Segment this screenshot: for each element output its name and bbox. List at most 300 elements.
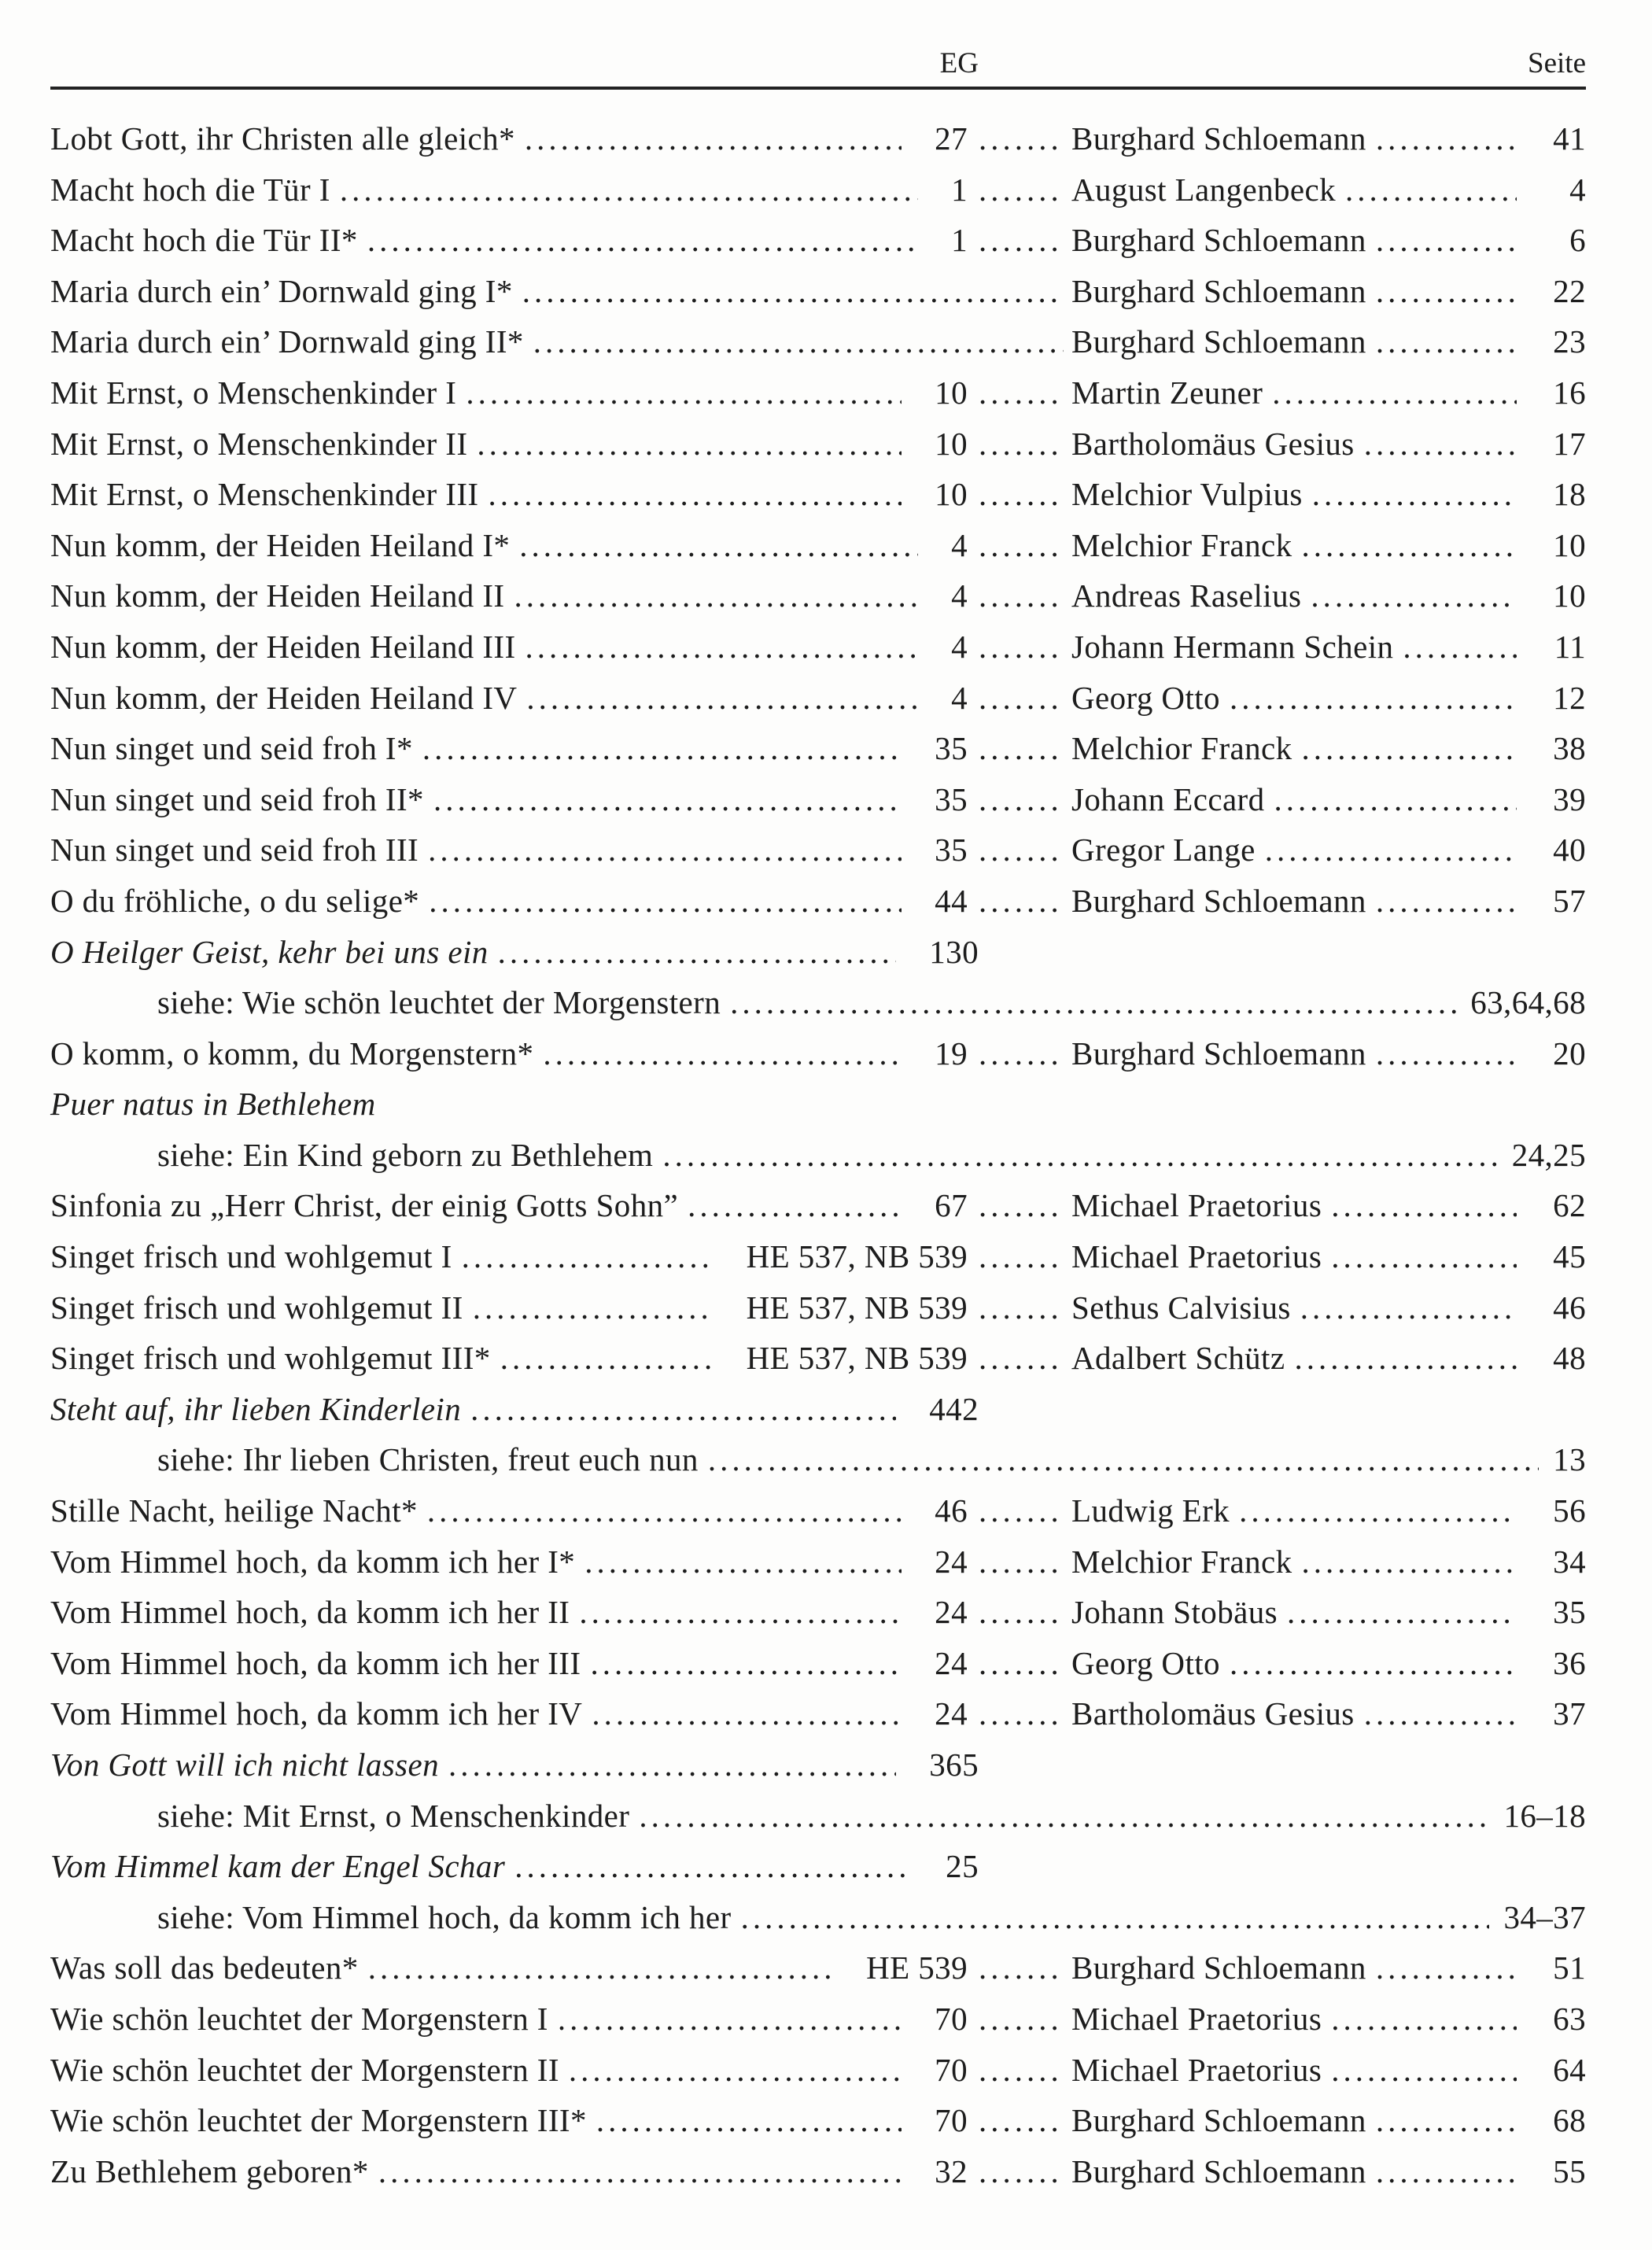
page-number: 17 [1553,425,1586,462]
entry-title: Vom Himmel hoch, da komm ich her IV [50,1695,583,1732]
entry-title: Lobt Gott, ihr Christen alle gleich* [50,120,515,157]
composer-name: Burghard Schloemann [1071,272,1366,309]
eg-number: 24 [935,1644,968,1681]
dot-separator [968,1028,1064,1079]
index-row [50,316,1586,367]
eg-number: 19 [935,1035,968,1072]
composer-cell [1064,1333,1517,1384]
page-number: 34–37 [1503,1898,1586,1935]
dot-separator [968,469,1064,520]
eg-number: 24 [935,1594,968,1631]
dot-leader [1366,266,1517,317]
composer-cell [1064,622,1517,673]
dot-leader [1263,367,1517,419]
composer-cell [1064,113,1517,164]
index-row [50,1231,1586,1282]
eg-number: 27 [935,120,968,157]
composer-name: Bartholomäus Gesius [1071,425,1355,462]
composer-name: Johann Hermann Schein [1071,628,1394,665]
entry-title: Macht hoch die Tür II* [50,222,358,259]
dot-leader [467,419,902,470]
entry-title: Macht hoch die Tür I [50,171,330,208]
dot-leader [1220,1638,1517,1689]
page-number: 40 [1553,832,1586,869]
column-spacer [979,1841,1586,1892]
index-row [50,824,1586,876]
composer-name: Burghard Schloemann [1071,2102,1366,2139]
composer-name: Melchior Franck [1071,730,1292,767]
composer-name: Bartholomäus Gesius [1071,1695,1355,1732]
dot-leader [559,2045,902,2096]
index-row [50,977,1586,1028]
dot-separator [968,1638,1064,1689]
entry-title: Nun komm, der Heiden Heiland II [50,577,505,614]
dot-leader [1285,1333,1517,1384]
dot-leader [1366,215,1517,266]
index-row [50,1994,1586,2045]
entry-title: Puer natus in Bethlehem [50,1086,376,1123]
dot-leader [678,1180,902,1231]
dot-leader [1278,1587,1517,1638]
entry-title: O Heilger Geist, kehr bei uns ein [50,933,489,970]
composer-cell [1064,1994,1517,2045]
page-number: 36 [1553,1644,1586,1681]
dot-leader [1322,1180,1517,1231]
composer-cell [1064,723,1517,774]
dot-leader [489,927,897,978]
composer-cell [1064,2146,1517,2197]
composer-name: Michael Praetorius [1071,2000,1322,2037]
eg-number: 130 [929,933,979,970]
index-row [50,1638,1586,1689]
composer-name: Ludwig Erk [1071,1492,1230,1529]
dot-separator [968,2045,1064,2096]
composer-name: Georg Otto [1071,1644,1220,1681]
dot-separator [968,673,1064,724]
index-row [50,215,1586,266]
dot-leader [1292,520,1517,571]
dot-separator [968,1994,1064,2045]
dot-leader [653,1130,1497,1181]
page-number: 48 [1553,1340,1586,1377]
eg-number: 10 [935,425,968,462]
index-row [50,1485,1586,1536]
composer-name: Melchior Franck [1071,1543,1292,1580]
composer-cell [1064,1485,1517,1536]
composer-name: Melchior Franck [1071,526,1292,563]
dot-leader [424,774,902,825]
composer-name: Martin Zeuner [1071,374,1263,411]
dot-leader [510,520,918,571]
dot-leader [513,266,1064,317]
composer-cell [1064,1942,1517,1994]
index-row [50,266,1586,317]
page-number: 16–18 [1503,1797,1586,1834]
dot-leader [1366,2146,1517,2197]
page-number: 38 [1553,730,1586,767]
dot-leader [358,215,918,266]
index-row [50,622,1586,673]
page-number: 13 [1553,1441,1586,1478]
index-row [50,1333,1586,1384]
entry-title: Singet frisch und wohlgemut II [50,1289,463,1326]
page-number: 41 [1553,120,1586,157]
composer-cell [1064,1180,1517,1231]
index-row [50,113,1586,164]
page-number: 24,25 [1511,1136,1586,1173]
entry-title: siehe: Vom Himmel hoch, da komm ich her [157,1898,732,1935]
composer-name: Adalbert Schütz [1071,1340,1285,1377]
dot-leader [533,1028,902,1079]
composer-cell [1064,215,1517,266]
eg-number: 70 [935,2102,968,2139]
composer-name: August Langenbeck [1071,171,1337,208]
dot-leader [515,113,902,164]
dot-leader [1291,1282,1517,1333]
column-spacer [979,1384,1586,1435]
entry-title: Maria durch ein’ Dornwald ging I* [50,272,513,309]
composer-name: Burghard Schloemann [1071,1035,1366,1072]
dot-leader [463,1282,714,1333]
index-row [50,1587,1586,1638]
eg-number: 1 [951,171,968,208]
eg-number: 4 [951,577,968,614]
dot-leader [587,2095,902,2146]
entry-title: Mit Ernst, o Menschenkinder I [50,374,457,411]
entry-title: Vom Himmel hoch, da komm ich her I* [50,1543,576,1580]
dot-separator [968,215,1064,266]
dot-leader [1301,570,1517,622]
dot-leader [1322,2045,1517,2096]
index-row [50,1739,1586,1791]
entry-title: Wie schön leuchtet der Morgenstern II [50,2051,559,2088]
dot-leader [491,1333,714,1384]
entry-title: siehe: Mit Ernst, o Menschenkinder [157,1797,630,1834]
entry-title: O komm, o komm, du Morgenstern* [50,1035,534,1072]
composer-name: Georg Otto [1071,679,1220,716]
dot-leader [1355,419,1517,470]
eg-number: 70 [935,2051,968,2088]
page-number: 57 [1553,882,1586,919]
dot-leader [548,1994,902,2045]
dot-leader [517,673,918,724]
index-row [50,1841,1586,1892]
index-row [50,1434,1586,1485]
page-number: 10 [1553,526,1586,563]
index-row [50,1942,1586,1994]
column-spacer [979,927,1586,978]
index-row [50,2095,1586,2146]
entry-title: Wie schön leuchtet der Morgenstern III* [50,2102,587,2139]
composer-cell [1064,419,1517,470]
dot-leader [1366,1028,1517,1079]
page-number: 4 [1569,171,1586,208]
composer-cell [1064,570,1517,622]
dot-leader [1336,164,1517,216]
page-number: 68 [1553,2102,1586,2139]
page-number: 12 [1553,679,1586,716]
eg-number: 35 [935,780,968,817]
composer-name: Michael Praetorius [1071,2051,1322,2088]
eg-number: 24 [935,1695,968,1732]
composer-name: Burghard Schloemann [1071,222,1366,259]
entry-title: Vom Himmel hoch, da komm ich her III [50,1644,581,1681]
page-number: 51 [1553,1949,1586,1986]
composer-name: Burghard Schloemann [1071,1949,1366,1986]
dot-leader [570,1587,902,1638]
composer-cell [1064,1587,1517,1638]
dot-leader [1366,316,1517,367]
entry-title: Von Gott will ich nicht lassen [50,1747,440,1783]
composer-cell [1064,1231,1517,1282]
entry-title: O du fröhliche, o du selige* [50,882,420,919]
index-row [50,876,1586,927]
entry-title: Vom Himmel hoch, da komm ich her II [50,1594,570,1631]
eg-number: 1 [951,222,968,259]
eg-number: 10 [935,476,968,513]
entry-title: siehe: Wie schön leuchtet der Morgenstern [157,984,721,1021]
composer-cell [1064,2045,1517,2096]
dot-separator [968,2095,1064,2146]
dot-separator [968,774,1064,825]
dot-separator [968,723,1064,774]
dot-leader [439,1739,896,1791]
page-number: 6 [1569,222,1586,259]
composer-cell [1064,520,1517,571]
page-number: 64 [1553,2051,1586,2088]
composer-name: Johann Eccard [1071,780,1265,817]
eg-number: 4 [951,526,968,563]
dot-leader [721,977,1456,1028]
page-number: 20 [1553,1035,1586,1072]
page-number: 18 [1553,476,1586,513]
eg-number: 365 [929,1747,979,1783]
dot-separator [968,1536,1064,1588]
eg-number: HE 537, NB 539 [746,1340,968,1377]
composer-cell [1064,1282,1517,1333]
composer-name: Sethus Calvisius [1071,1289,1291,1326]
dot-leader [1355,1688,1517,1739]
index-row [50,673,1586,724]
dot-separator [968,1231,1064,1282]
entry-title: Wie schön leuchtet der Morgenstern I [50,2000,548,2037]
eg-number: HE 537, NB 539 [746,1238,968,1275]
dot-leader [516,622,919,673]
page-number: 39 [1553,780,1586,817]
entry-title: Nun komm, der Heiden Heiland III [50,628,516,665]
composer-name: Burghard Schloemann [1071,2152,1366,2189]
entry-title: Nun singet und seid froh II* [50,780,424,817]
dot-separator [968,1282,1064,1333]
dot-leader [582,1688,902,1739]
dot-separator [968,1485,1064,1536]
dot-separator [968,1688,1064,1739]
entry-title: Singet frisch und wohlgemut III* [50,1340,491,1377]
index-row [50,1180,1586,1231]
index-row [50,1130,1586,1181]
index-row [50,419,1586,470]
seite-column-header: Seite [1528,47,1586,79]
dot-separator [968,419,1064,470]
dot-separator [968,1587,1064,1638]
index-row [50,1536,1586,1588]
dot-leader [1256,824,1517,876]
index-row [50,520,1586,571]
dot-separator [968,2146,1064,2197]
dot-leader [1322,1994,1517,2045]
eg-number: HE 539 [866,1949,968,1986]
eg-number: 442 [929,1390,979,1427]
dot-leader [575,1536,902,1588]
eg-number: 4 [951,628,968,665]
dot-leader [452,1231,714,1282]
index-row [50,1791,1586,1842]
dot-leader [629,1791,1489,1842]
composer-cell [1064,164,1517,216]
composer-name: Michael Praetorius [1071,1238,1322,1275]
dot-leader [359,1942,833,1994]
dot-leader [1303,469,1517,520]
entry-title: Was soll das bedeuten* [50,1949,359,1986]
index-row [50,1282,1586,1333]
index-row [50,164,1586,216]
dot-leader [1220,673,1517,724]
composer-name: Melchior Vulpius [1071,476,1303,513]
index-row [50,1688,1586,1739]
entry-title: siehe: Ihr lieben Christen, freut euch nun [157,1441,699,1478]
column-spacer [979,1739,1586,1791]
dot-leader [524,316,1064,367]
page-number: 11 [1554,628,1586,665]
dot-separator [968,1180,1064,1231]
dot-separator [968,520,1064,571]
composer-name: Gregor Lange [1071,832,1256,869]
dot-leader [1366,876,1517,927]
dot-leader [419,824,902,876]
composer-name: Andreas Raselius [1071,577,1302,614]
dot-leader [1265,774,1517,825]
dot-leader [1366,113,1517,164]
index-row [50,774,1586,825]
index-row [50,927,1586,978]
dot-leader [330,164,918,216]
dot-leader [418,1485,902,1536]
entry-title: Stille Nacht, heilige Nacht* [50,1492,418,1529]
dot-leader [1322,1231,1517,1282]
page-number: 34 [1553,1543,1586,1580]
composer-cell [1064,2095,1517,2146]
page-number: 16 [1553,374,1586,411]
eg-number: 46 [935,1492,968,1529]
composer-cell [1064,1688,1517,1739]
composer-cell [1064,469,1517,520]
entry-title: Sinfonia zu „Herr Christ, der einig Gotts Sohn” [50,1187,679,1224]
dot-leader [461,1384,896,1435]
index-row [50,2146,1586,2197]
page-number: 56 [1553,1492,1586,1529]
dot-leader [369,2146,902,2197]
entry-title: Zu Bethlehem geboren* [50,2152,369,2189]
dot-leader [478,469,902,520]
composer-cell [1064,1536,1517,1588]
index-row [50,367,1586,419]
eg-column-header: EG [939,47,979,79]
composer-cell [1064,316,1517,367]
page-number: 62 [1553,1187,1586,1224]
page-number: 63,64,68 [1470,984,1586,1021]
entry-title: Nun singet und seid froh III [50,832,419,869]
dot-separator [968,876,1064,927]
composer-cell [1064,876,1517,927]
composer-cell [1064,673,1517,724]
index-row [50,1079,1586,1130]
index-header [50,41,1586,90]
page-number: 23 [1553,323,1586,360]
composer-name: Michael Praetorius [1071,1187,1322,1224]
dot-separator [968,164,1064,216]
index-row [50,1028,1586,1079]
dot-leader [732,1892,1490,1943]
dot-leader [1393,622,1517,673]
page-number: 55 [1553,2152,1586,2189]
index-row [50,570,1586,622]
entry-title: Nun komm, der Heiden Heiland I* [50,526,511,563]
index-row [50,2045,1586,2096]
dot-leader [456,367,902,419]
composer-cell [1064,266,1517,317]
dot-leader [1292,1536,1517,1588]
index-row [50,469,1586,520]
eg-number: 10 [935,374,968,411]
page-number: 22 [1553,272,1586,309]
dot-leader [1366,1942,1517,1994]
page-number: 35 [1553,1594,1586,1631]
entry-title: Steht auf, ihr lieben Kinderlein [50,1390,462,1427]
dot-separator [968,1333,1064,1384]
composer-cell [1064,1638,1517,1689]
eg-number: 35 [935,832,968,869]
composer-name: Johann Stobäus [1071,1594,1278,1631]
index-row [50,1892,1586,1943]
dot-leader [1292,723,1517,774]
eg-number: 4 [951,679,968,716]
composer-name: Burghard Schloemann [1071,882,1366,919]
index-row [50,723,1586,774]
entry-title: Singet frisch und wohlgemut I [50,1238,452,1275]
composer-cell [1064,367,1517,419]
dot-leader [1366,2095,1517,2146]
dot-leader [581,1638,902,1689]
dot-leader [419,876,902,927]
eg-number: 24 [935,1543,968,1580]
entry-title: siehe: Ein Kind geborn zu Bethlehem [157,1136,654,1173]
composer-cell [1064,774,1517,825]
page-number: 46 [1553,1289,1586,1326]
page-number: 37 [1553,1695,1586,1732]
entry-title: Vom Himmel kam der Engel Schar [50,1848,506,1885]
eg-number: 32 [935,2152,968,2189]
composer-name: Burghard Schloemann [1071,323,1366,360]
dot-leader [699,1434,1539,1485]
dot-leader [504,570,918,622]
page-number: 63 [1553,2000,1586,2037]
composer-name: Burghard Schloemann [1071,120,1366,157]
page-number: 10 [1553,577,1586,614]
dot-leader [1230,1485,1517,1536]
eg-number: 70 [935,2000,968,2037]
page-number: 45 [1553,1238,1586,1275]
dot-leader [413,723,902,774]
